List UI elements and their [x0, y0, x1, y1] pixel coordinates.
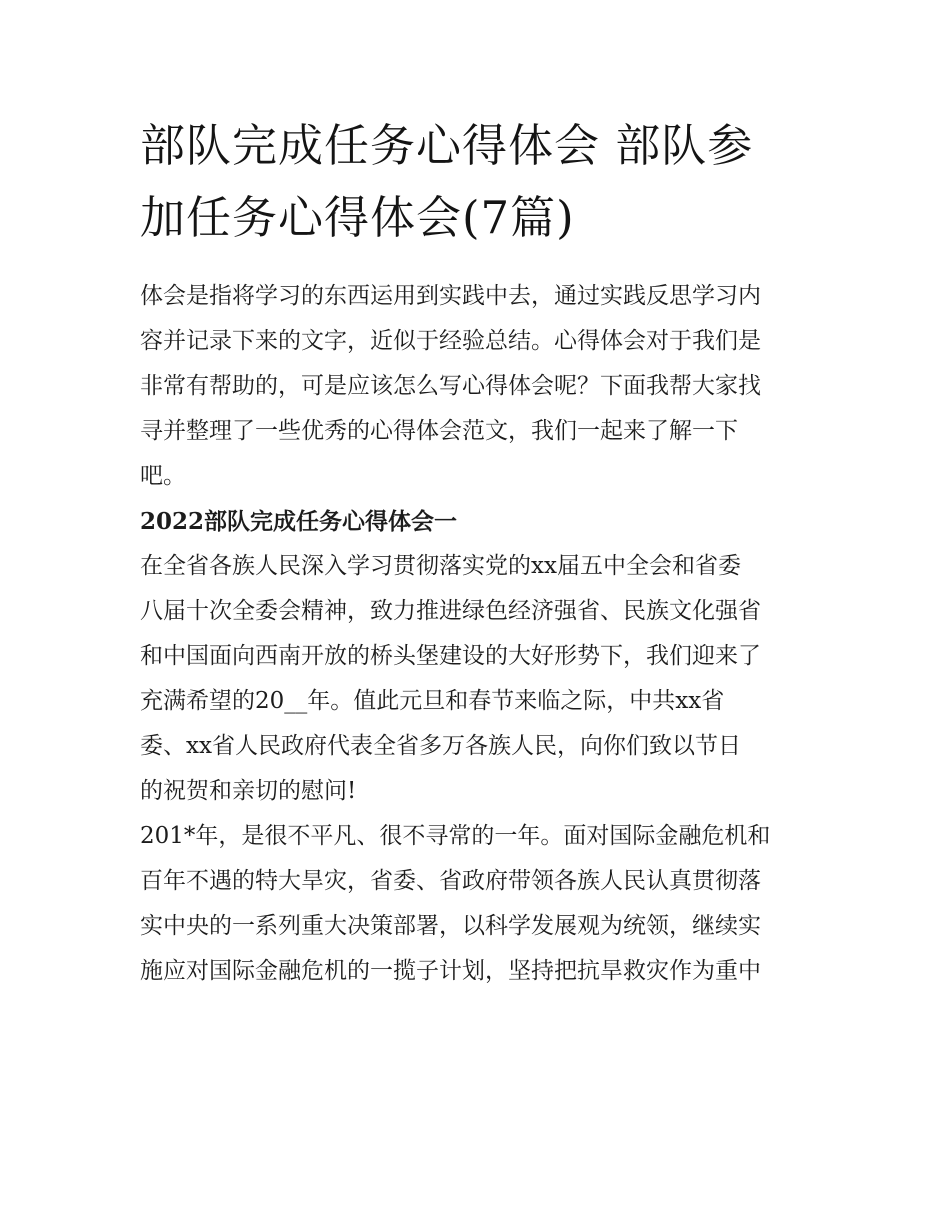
section-heading: 2022部队完成任务心得体会一 — [140, 508, 458, 535]
paragraph-line: 百年不遇的特大旱灾，省委、省政府带领各族人民认真贯彻落 — [140, 868, 761, 894]
paragraph-line: 寻并整理了一些优秀的心得体会范文，我们一起来了解一下 — [140, 418, 738, 444]
title-line: 部队完成任务心得体会 部队参 — [140, 119, 754, 172]
body-paragraph-1 — [140, 544, 812, 814]
paragraph-line: 体会是指将学习的东西运用到实践中去，通过实践反思学习内 — [140, 283, 761, 309]
paragraph-line: 八届十次全委会精神，致力推进绿色经济强省、民族文化强省 — [140, 598, 761, 624]
paragraph-line: 的祝贺和亲切的慰问! — [140, 778, 357, 804]
paragraph-line: 实中央的一系列重大决策部署，以科学发展观为统领，继续实 — [140, 913, 761, 939]
paragraph-line: 在全省各族人民深入学习贯彻落实党的xx届五中全会和省委 — [140, 553, 741, 579]
paragraph-line: 施应对国际金融危机的一揽子计划，坚持把抗旱救灾作为重中 — [140, 958, 761, 984]
paragraph-line: 委、xx省人民政府代表全省多万各族人民，向你们致以节日 — [140, 733, 741, 759]
paragraph-line: 和中国面向西南开放的桥头堡建设的大好形势下，我们迎来了 — [140, 643, 761, 669]
intro-paragraph — [140, 274, 812, 499]
paragraph-line: 201*年，是很不平凡、很不寻常的一年。面对国际金融危机和 — [140, 823, 771, 849]
title-line: 加任务心得体会(7篇) — [140, 191, 575, 244]
document-title — [140, 110, 812, 254]
paragraph-line: 吧。 — [140, 463, 186, 489]
paragraph-line: 充满希望的20__年。值此元旦和春节来临之际，中共xx省 — [140, 688, 725, 714]
paragraph-line: 非常有帮助的，可是应该怎么写心得体会呢？下面我帮大家找 — [140, 373, 761, 399]
body-paragraph-2 — [140, 814, 812, 994]
paragraph-line: 容并记录下来的文字，近似于经验总结。心得体会对于我们是 — [140, 328, 761, 354]
document-content — [140, 110, 812, 994]
